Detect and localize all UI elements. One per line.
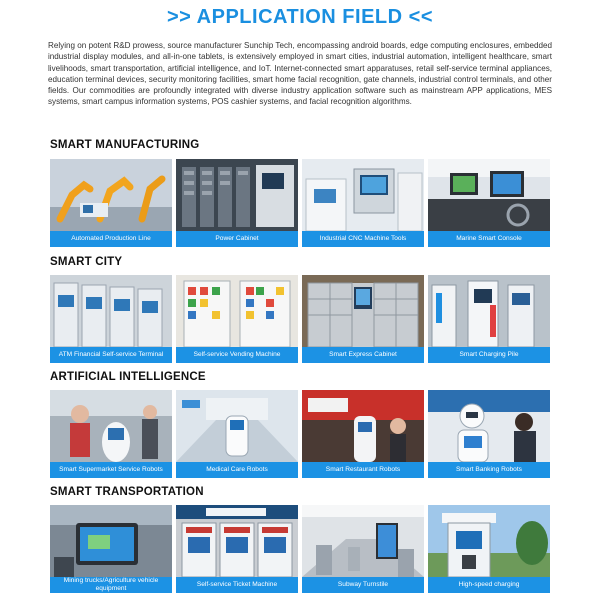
card-banking-robot[interactable] — [428, 390, 550, 478]
page-title: >> APPLICATION FIELD << — [167, 6, 433, 28]
card-power-cabinet[interactable] — [176, 159, 298, 247]
card-caption: ATM Financial Self-service Terminal — [50, 347, 172, 363]
section-title-smart-manufacturing: SMART MANUFACTURING — [50, 139, 200, 151]
card-row-smart-transportation — [50, 505, 550, 593]
card-automated-production-line[interactable] — [50, 159, 172, 247]
card-marine-console[interactable] — [428, 159, 550, 247]
card-subway-turnstile[interactable] — [302, 505, 424, 593]
card-express-cabinet[interactable] — [302, 275, 424, 363]
power-cabinet-image — [176, 159, 298, 231]
card-row-smart-manufacturing — [50, 159, 550, 247]
card-atm-terminal[interactable] — [50, 275, 172, 363]
card-charging-pile[interactable] — [428, 275, 550, 363]
card-caption: Smart Supermarket Service Robots — [50, 462, 172, 478]
ticket-machine-image — [176, 505, 298, 577]
restaurant-robot-image — [302, 390, 424, 462]
card-caption: Power Cabinet — [176, 231, 298, 247]
card-caption: Subway Turnstile — [302, 577, 424, 593]
vehicle-display-image — [50, 505, 172, 577]
card-row-artificial-intelligence — [50, 390, 550, 478]
card-caption: Mining trucks/Agriculture vehicle equipment — [50, 577, 172, 594]
subway-turnstile-image — [302, 505, 424, 577]
card-industrial-cnc[interactable] — [302, 159, 424, 247]
card-caption: Medical Care Robots — [176, 462, 298, 478]
card-caption: Automated Production Line — [50, 231, 172, 247]
section-title-smart-transportation: SMART TRANSPORTATION — [50, 486, 204, 498]
card-caption: Smart Charging Pile — [428, 347, 550, 363]
supermarket-robot-image — [50, 390, 172, 462]
card-row-smart-city — [50, 275, 550, 363]
express-cabinet-image — [302, 275, 424, 347]
card-caption: Self-service Ticket Machine — [176, 577, 298, 593]
medical-robot-image — [176, 390, 298, 462]
robot-arm-production-line-image — [50, 159, 172, 231]
card-caption: Smart Banking Robots — [428, 462, 550, 478]
card-caption: High-speed charging — [428, 577, 550, 593]
section-title-smart-city: SMART CITY — [50, 256, 123, 268]
card-vehicle-equipment[interactable] — [50, 505, 172, 593]
charging-pile-image — [428, 275, 550, 347]
card-caption: Smart Restaurant Robots — [302, 462, 424, 478]
marine-console-image — [428, 159, 550, 231]
high-speed-charger-image — [428, 505, 550, 577]
card-caption: Self-service Vending Machine — [176, 347, 298, 363]
card-caption: Marine Smart Console — [428, 231, 550, 247]
card-medical-robot[interactable] — [176, 390, 298, 478]
card-supermarket-robot[interactable] — [50, 390, 172, 478]
atm-terminals-image — [50, 275, 172, 347]
card-high-speed-charging[interactable] — [428, 505, 550, 593]
cnc-machine-image — [302, 159, 424, 231]
card-restaurant-robot[interactable] — [302, 390, 424, 478]
vending-machine-image — [176, 275, 298, 347]
card-caption: Industrial CNC Machine Tools — [302, 231, 424, 247]
intro-paragraph: Relying on potent R&D prowess, source manufacturer Sunchip Tech, encompassing android boards, edge computing enclosures, embedded industrial display modules, and all-in-one tablets, is extensively employed in smart cities, industrial automation, intelligent healthcare, smart livelihoods, smart transportation, artificial intelligence, and IoT. Internet-connected smart apparatuses, retail self-service terminal appliances, education terminal devices, security monitoring facilities, smart home facial recognition, gate channels, industrial control terminals, and other fields. Our commodities are profoundly integrated with diverse industry application software such as mainstream APP applications, MES systems, smart campus information systems, POS cashier systems, and facial recognition algorithms. — [48, 41, 552, 107]
card-ticket-machine[interactable] — [176, 505, 298, 593]
banking-robot-image — [428, 390, 550, 462]
section-title-artificial-intelligence: ARTIFICIAL INTELLIGENCE — [50, 371, 206, 383]
card-caption: Smart Express Cabinet — [302, 347, 424, 363]
card-vending-machine[interactable] — [176, 275, 298, 363]
